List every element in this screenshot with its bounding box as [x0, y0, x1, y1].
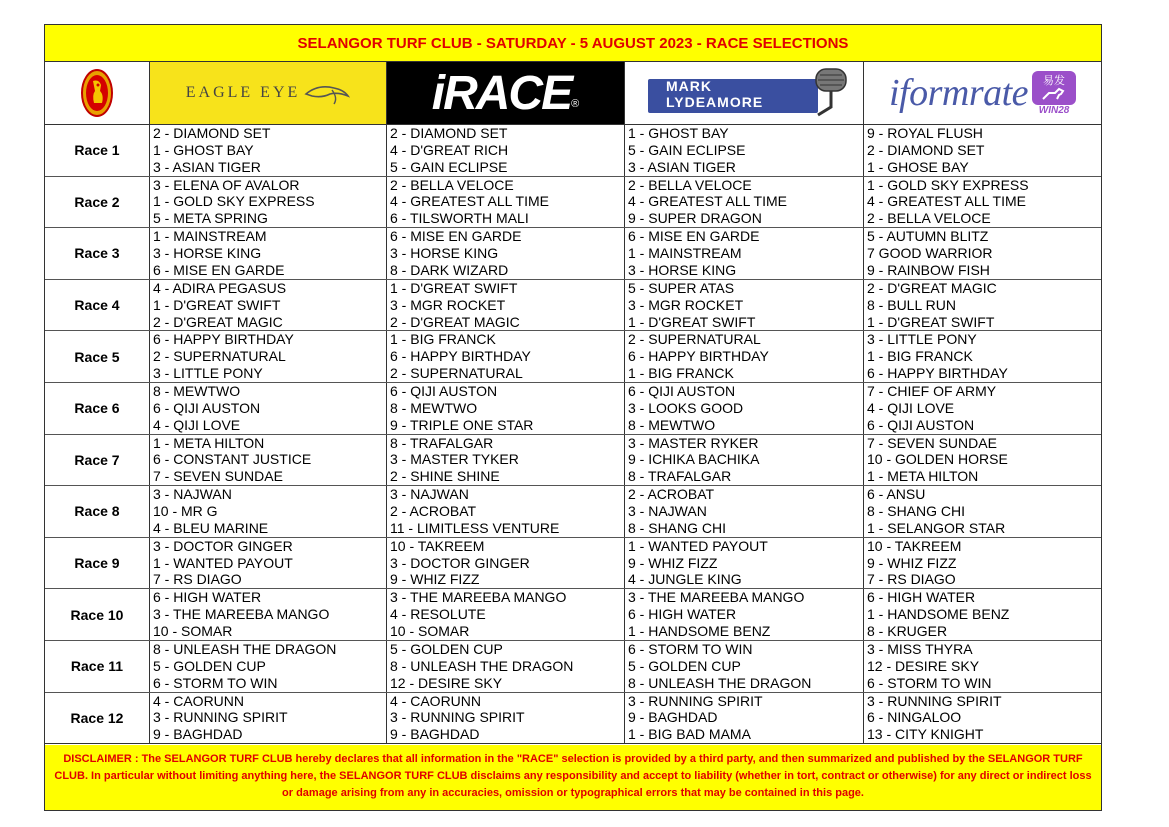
- selection-entry: 12 - DESIRE SKY: [867, 657, 980, 674]
- race-row: [45, 383, 1101, 435]
- selection-entry: 1 - D'GREAT SWIFT: [153, 296, 281, 313]
- selection-entry: 3 - LOOKS GOOD: [628, 399, 744, 416]
- race-label: Race 3: [45, 228, 150, 279]
- selection-entry: 3 - MISS THYRA: [867, 640, 973, 657]
- selection-entry: 3 - NAJWAN: [153, 486, 232, 503]
- selection-entry: 5 - GOLDEN CUP: [153, 657, 266, 674]
- selection-entry: 4 - CAORUNN: [390, 692, 482, 709]
- selection-cell: [864, 125, 1101, 176]
- race-row: [45, 435, 1101, 487]
- selection-entry: 2 - D'GREAT MAGIC: [153, 313, 283, 330]
- selection-entry: 7 GOOD WARRIOR: [867, 245, 993, 262]
- selection-entry: 8 - TRAFALGAR: [390, 434, 494, 451]
- selection-cell: [387, 331, 625, 382]
- selection-entry: 8 - MEWTWO: [628, 416, 716, 433]
- iformrate-logo-text: iformrate: [888, 72, 1029, 114]
- selection-entry: 6 - QIJI AUSTON: [628, 382, 736, 399]
- selection-entry: 3 - RUNNING SPIRIT: [628, 692, 763, 709]
- selection-entry: 3 - RUNNING SPIRIT: [390, 709, 525, 726]
- selection-entry: 1 - WANTED PAYOUT: [153, 554, 293, 571]
- stc-logo-cell: [45, 62, 150, 124]
- selection-entry: 10 - GOLDEN HORSE: [867, 451, 1008, 468]
- race-label: Race 8: [45, 486, 150, 537]
- selection-cell: [625, 641, 864, 692]
- eagle-eye-logo-cell: [150, 62, 387, 124]
- selection-entry: 6 - HIGH WATER: [867, 589, 976, 606]
- selection-cell: [625, 125, 864, 176]
- selection-entry: 5 - GAIN ECLIPSE: [390, 158, 508, 175]
- selection-entry: 3 - LITTLE PONY: [153, 365, 263, 382]
- race-label: Race 11: [45, 641, 150, 692]
- microphone-icon: [806, 67, 852, 119]
- selection-entry: 1 - GOLD SKY EXPRESS: [867, 176, 1029, 193]
- selection-entry: 3 - THE MAREEBA MANGO: [390, 589, 567, 606]
- selection-entry: 7 - CHIEF OF ARMY: [867, 382, 997, 399]
- selection-entry: 3 - MGR ROCKET: [390, 296, 506, 313]
- race-row: [45, 228, 1101, 280]
- selection-entry: 3 - MASTER TYKER: [390, 451, 519, 468]
- selection-entry: 6 - QIJI AUSTON: [390, 382, 498, 399]
- selection-cell: [625, 228, 864, 279]
- selection-cell: [864, 641, 1101, 692]
- selection-entry: 2 - SUPERNATURAL: [153, 348, 286, 365]
- selection-entry: 2 - D'GREAT MAGIC: [867, 279, 997, 296]
- disclaimer: DISCLAIMER : The SELANGOR TURF CLUB hereby declares that all information in the "RACE" selection is provided by a third party, and then summarized and published by the SELANGOR TURF CLUB. In particular without limiting anything here, the SELANGOR TURF CLUB disclaims any responsibility and accept to liability (whether in tort, contract or otherwise) for any direct or indirect loss or damage arising from any in accuracies, omission or typographical errors that may be contained in this page.: [45, 745, 1101, 810]
- selection-entry: 6 - HAPPY BIRTHDAY: [867, 365, 1008, 382]
- selection-entry: 6 - HIGH WATER: [153, 589, 262, 606]
- selection-cell: [864, 486, 1101, 537]
- selection-entry: 12 - DESIRE SKY: [390, 674, 503, 691]
- selection-entry: 1 - SELANGOR STAR: [867, 519, 1006, 536]
- selection-entry: 8 - MEWTWO: [390, 399, 478, 416]
- selection-cell: [387, 641, 625, 692]
- selection-entry: 1 - GHOST BAY: [628, 125, 729, 141]
- selection-cell: [864, 228, 1101, 279]
- selection-entry: 1 - GHOSE BAY: [867, 158, 969, 175]
- selection-cell: [625, 280, 864, 331]
- selection-cell: [625, 331, 864, 382]
- race-row: [45, 280, 1101, 332]
- selection-entry: 6 - STORM TO WIN: [628, 640, 753, 657]
- selection-entry: 3 - HORSE KING: [390, 245, 499, 262]
- race-label: Race 4: [45, 280, 150, 331]
- selection-entry: 6 - NINGALOO: [867, 709, 962, 726]
- selection-entry: 3 - THE MAREEBA MANGO: [153, 606, 330, 623]
- selection-cell: [150, 280, 387, 331]
- selection-entry: 6 - CONSTANT JUSTICE: [153, 451, 312, 468]
- selection-entry: 4 - GREATEST ALL TIME: [390, 193, 549, 210]
- selection-entry: 6 - STORM TO WIN: [867, 674, 992, 691]
- selection-entry: 8 - TRAFALGAR: [628, 468, 732, 485]
- selection-entry: 9 - TRIPLE ONE STAR: [390, 416, 534, 433]
- selection-entry: 3 - LITTLE PONY: [867, 331, 977, 348]
- horse-icon: [1041, 87, 1067, 101]
- selection-cell: [864, 589, 1101, 640]
- selection-cell: [864, 383, 1101, 434]
- selection-entry: 2 - BELLA VELOCE: [867, 210, 991, 227]
- selection-entry: 9 - RAINBOW FISH: [867, 261, 990, 278]
- selection-entry: 8 - DARK WIZARD: [390, 261, 509, 278]
- selection-cell: [387, 228, 625, 279]
- selection-entry: 1 - META HILTON: [153, 434, 265, 451]
- selection-entry: 4 - GREATEST ALL TIME: [867, 193, 1026, 210]
- race-label: Race 2: [45, 177, 150, 228]
- selection-cell: [150, 486, 387, 537]
- selection-cell: [387, 538, 625, 589]
- race-row: [45, 589, 1101, 641]
- selection-cell: [387, 486, 625, 537]
- win28-label: WIN28: [1038, 104, 1070, 116]
- selection-entry: 4 - GREATEST ALL TIME: [628, 193, 787, 210]
- selection-entry: 4 - JUNGLE KING: [628, 571, 742, 588]
- selection-entry: 8 - UNLEASH THE DRAGON: [390, 657, 574, 674]
- selection-entry: 10 - TAKREEM: [867, 537, 962, 554]
- selection-cell: [625, 383, 864, 434]
- selection-entry: 9 - ROYAL FLUSH: [867, 125, 983, 141]
- selection-cell: [387, 177, 625, 228]
- selection-cell: [150, 589, 387, 640]
- selection-entry: 2 - SHINE SHINE: [390, 468, 500, 485]
- selection-entry: 10 - MR G: [153, 503, 218, 520]
- selection-entry: 1 - HANDSOME BENZ: [628, 623, 771, 640]
- selection-entry: 3 - DOCTOR GINGER: [153, 537, 293, 554]
- selection-entry: 2 - SUPERNATURAL: [390, 365, 523, 382]
- selection-cell: [387, 589, 625, 640]
- selection-entry: 1 - GHOST BAY: [153, 141, 254, 158]
- race-label: Race 12: [45, 693, 150, 744]
- selection-entry: 3 - NAJWAN: [390, 486, 469, 503]
- selection-cell: [150, 641, 387, 692]
- selection-entry: 8 - KRUGER: [867, 623, 948, 640]
- selection-entry: 3 - RUNNING SPIRIT: [153, 709, 288, 726]
- race-label: Race 1: [45, 125, 150, 176]
- selection-cell: [625, 177, 864, 228]
- selection-entry: 6 - QIJI AUSTON: [867, 416, 975, 433]
- selection-entry: 6 - HIGH WATER: [628, 606, 737, 623]
- selection-entry: 3 - MGR ROCKET: [628, 296, 744, 313]
- selection-entry: 6 - MISE EN GARDE: [628, 228, 760, 245]
- selection-cell: [864, 693, 1101, 744]
- selection-cell: [625, 486, 864, 537]
- selection-entry: 10 - SOMAR: [153, 623, 233, 640]
- selection-entry: 5 - GOLDEN CUP: [390, 640, 503, 657]
- selection-entry: 6 - QIJI AUSTON: [153, 399, 261, 416]
- selection-entry: 3 - ASIAN TIGER: [153, 158, 261, 175]
- race-label: Race 9: [45, 538, 150, 589]
- stc-crest-icon: [80, 67, 114, 119]
- selection-cell: [150, 435, 387, 486]
- selection-entry: 4 - D'GREAT RICH: [390, 141, 509, 158]
- race-label: Race 7: [45, 435, 150, 486]
- race-row: [45, 486, 1101, 538]
- selection-entry: 6 - ANSU: [867, 486, 926, 503]
- selection-entry: 1 - D'GREAT SWIFT: [628, 313, 756, 330]
- registered-mark: ®: [571, 98, 580, 110]
- selection-entry: 9 - BAGHDAD: [390, 726, 480, 743]
- selection-entry: 6 - STORM TO WIN: [153, 674, 278, 691]
- selection-entry: 9 - ICHIKA BACHIKA: [628, 451, 760, 468]
- selection-entry: 3 - HORSE KING: [628, 261, 737, 278]
- selection-entry: 7 - RS DIAGO: [153, 571, 242, 588]
- selection-entry: 7 - SEVEN SUNDAE: [153, 468, 283, 485]
- selection-cell: [625, 589, 864, 640]
- selection-entry: 1 - BIG FRANCK: [628, 365, 734, 382]
- selection-cell: [864, 331, 1101, 382]
- win28-badge: [1032, 71, 1076, 116]
- mark-lydeamore-line2: LYDEAMORE: [666, 94, 764, 110]
- eagle-icon: [304, 80, 350, 106]
- race-row: [45, 177, 1101, 229]
- selection-cell: [625, 693, 864, 744]
- selection-entry: 2 - DIAMOND SET: [390, 125, 508, 141]
- mark-lydeamore-line1: MARK: [666, 78, 712, 94]
- race-row: [45, 641, 1101, 693]
- selection-cell: [387, 280, 625, 331]
- race-row: [45, 538, 1101, 590]
- selection-entry: 9 - WHIZ FIZZ: [390, 571, 480, 588]
- selection-entry: 2 - ACROBAT: [390, 503, 477, 520]
- selection-entry: 9 - WHIZ FIZZ: [867, 554, 957, 571]
- selection-entry: 2 - BELLA VELOCE: [628, 176, 752, 193]
- selection-entry: 3 - HORSE KING: [153, 245, 262, 262]
- selection-cell: [387, 125, 625, 176]
- selection-entry: 1 - HANDSOME BENZ: [867, 606, 1010, 623]
- selection-cell: [150, 538, 387, 589]
- selection-entry: 6 - HAPPY BIRTHDAY: [153, 331, 294, 348]
- selection-entry: 2 - BELLA VELOCE: [390, 176, 514, 193]
- selection-entry: 11 - LIMITLESS VENTURE: [390, 519, 560, 536]
- selection-cell: [150, 177, 387, 228]
- win28-chinese-text: 易发: [1043, 74, 1066, 87]
- selection-entry: 9 - BAGHDAD: [153, 726, 243, 743]
- race-table: [45, 125, 1101, 744]
- selection-entry: 3 - ASIAN TIGER: [628, 158, 736, 175]
- race-label: Race 10: [45, 589, 150, 640]
- selection-entry: 2 - DIAMOND SET: [867, 141, 985, 158]
- mark-lydeamore-logo-cell: [625, 62, 864, 124]
- selection-entry: 3 - DOCTOR GINGER: [390, 554, 530, 571]
- selection-entry: 4 - QIJI LOVE: [153, 416, 241, 433]
- race-row: [45, 693, 1101, 745]
- selection-entry: 8 - MEWTWO: [153, 382, 241, 399]
- selection-cell: [625, 435, 864, 486]
- selection-entry: 2 - SUPERNATURAL: [628, 331, 761, 348]
- selection-entry: 1 - GOLD SKY EXPRESS: [153, 193, 315, 210]
- selection-cell: [387, 693, 625, 744]
- selection-entry: 13 - CITY KNIGHT: [867, 726, 984, 743]
- selection-entry: 1 - BIG FRANCK: [390, 331, 496, 348]
- selection-entry: 1 - MAINSTREAM: [628, 245, 742, 262]
- selection-entry: 5 - AUTUMN BLITZ: [867, 228, 989, 245]
- selection-cell: [150, 331, 387, 382]
- selection-cell: [625, 538, 864, 589]
- selection-entry: 3 - THE MAREEBA MANGO: [628, 589, 805, 606]
- selection-entry: 1 - WANTED PAYOUT: [628, 537, 768, 554]
- selection-entry: 3 - MASTER RYKER: [628, 434, 759, 451]
- irace-logo-cell: [387, 62, 625, 124]
- selection-entry: 8 - UNLEASH THE DRAGON: [153, 640, 337, 657]
- selection-entry: 9 - BAGHDAD: [628, 709, 718, 726]
- selection-entry: 1 - BIG BAD MAMA: [628, 726, 751, 743]
- selection-entry: 2 - ACROBAT: [628, 486, 715, 503]
- selection-entry: 8 - UNLEASH THE DRAGON: [628, 674, 812, 691]
- selection-entry: 5 - META SPRING: [153, 210, 268, 227]
- selection-cell: [150, 693, 387, 744]
- irace-logo-text: iRACE: [431, 66, 572, 120]
- selection-entry: 6 - HAPPY BIRTHDAY: [390, 348, 531, 365]
- selection-cell: [387, 383, 625, 434]
- selection-entry: 4 - RESOLUTE: [390, 606, 486, 623]
- tipster-logo-row: [45, 62, 1101, 125]
- selection-entry: 10 - TAKREEM: [390, 537, 485, 554]
- selection-entry: 1 - D'GREAT SWIFT: [867, 313, 995, 330]
- selection-entry: 5 - GAIN ECLIPSE: [628, 141, 746, 158]
- race-selections-sheet: [44, 24, 1102, 811]
- selection-entry: 2 - D'GREAT MAGIC: [390, 313, 520, 330]
- race-label: Race 5: [45, 331, 150, 382]
- selection-cell: [150, 125, 387, 176]
- selection-entry: 3 - ELENA OF AVALOR: [153, 176, 300, 193]
- race-label: Race 6: [45, 383, 150, 434]
- selection-entry: 10 - SOMAR: [390, 623, 470, 640]
- selection-entry: 8 - SHANG CHI: [867, 503, 966, 520]
- selection-cell: [864, 280, 1101, 331]
- race-row: [45, 331, 1101, 383]
- selection-cell: [864, 538, 1101, 589]
- selection-entry: 6 - HAPPY BIRTHDAY: [628, 348, 769, 365]
- selection-entry: 4 - BLEU MARINE: [153, 519, 269, 536]
- selection-cell: [150, 228, 387, 279]
- selection-entry: 9 - SUPER DRAGON: [628, 210, 762, 227]
- selection-entry: 8 - SHANG CHI: [628, 519, 727, 536]
- selection-entry: 4 - QIJI LOVE: [867, 399, 955, 416]
- selection-entry: 3 - NAJWAN: [628, 503, 707, 520]
- selection-entry: 9 - WHIZ FIZZ: [628, 554, 718, 571]
- selection-cell: [864, 435, 1101, 486]
- selection-entry: 7 - SEVEN SUNDAE: [867, 434, 997, 451]
- selection-entry: 3 - RUNNING SPIRIT: [867, 692, 1002, 709]
- iformrate-logo-cell: [864, 62, 1101, 124]
- eagle-eye-logo-text: EAGLE EYE: [185, 84, 301, 101]
- selection-entry: 6 - MISE EN GARDE: [153, 261, 285, 278]
- selection-entry: 7 - RS DIAGO: [867, 571, 956, 588]
- selection-entry: 5 - GOLDEN CUP: [628, 657, 741, 674]
- selection-cell: [387, 435, 625, 486]
- selection-entry: 6 - TILSWORTH MALI: [390, 210, 529, 227]
- selection-entry: 1 - MAINSTREAM: [153, 228, 267, 245]
- page-title: SELANGOR TURF CLUB - SATURDAY - 5 AUGUST 2023 - RACE SELECTIONS: [45, 25, 1101, 62]
- selection-entry: 1 - BIG FRANCK: [867, 348, 973, 365]
- selection-entry: 6 - MISE EN GARDE: [390, 228, 522, 245]
- selection-entry: 8 - BULL RUN: [867, 296, 956, 313]
- selection-cell: [150, 383, 387, 434]
- selection-entry: 4 - CAORUNN: [153, 692, 245, 709]
- selection-entry: 2 - DIAMOND SET: [153, 125, 271, 141]
- selection-cell: [864, 177, 1101, 228]
- race-row: [45, 125, 1101, 177]
- selection-entry: 1 - META HILTON: [867, 468, 979, 485]
- selection-entry: 5 - SUPER ATAS: [628, 279, 735, 296]
- selection-entry: 1 - D'GREAT SWIFT: [390, 279, 518, 296]
- selection-entry: 4 - ADIRA PEGASUS: [153, 279, 287, 296]
